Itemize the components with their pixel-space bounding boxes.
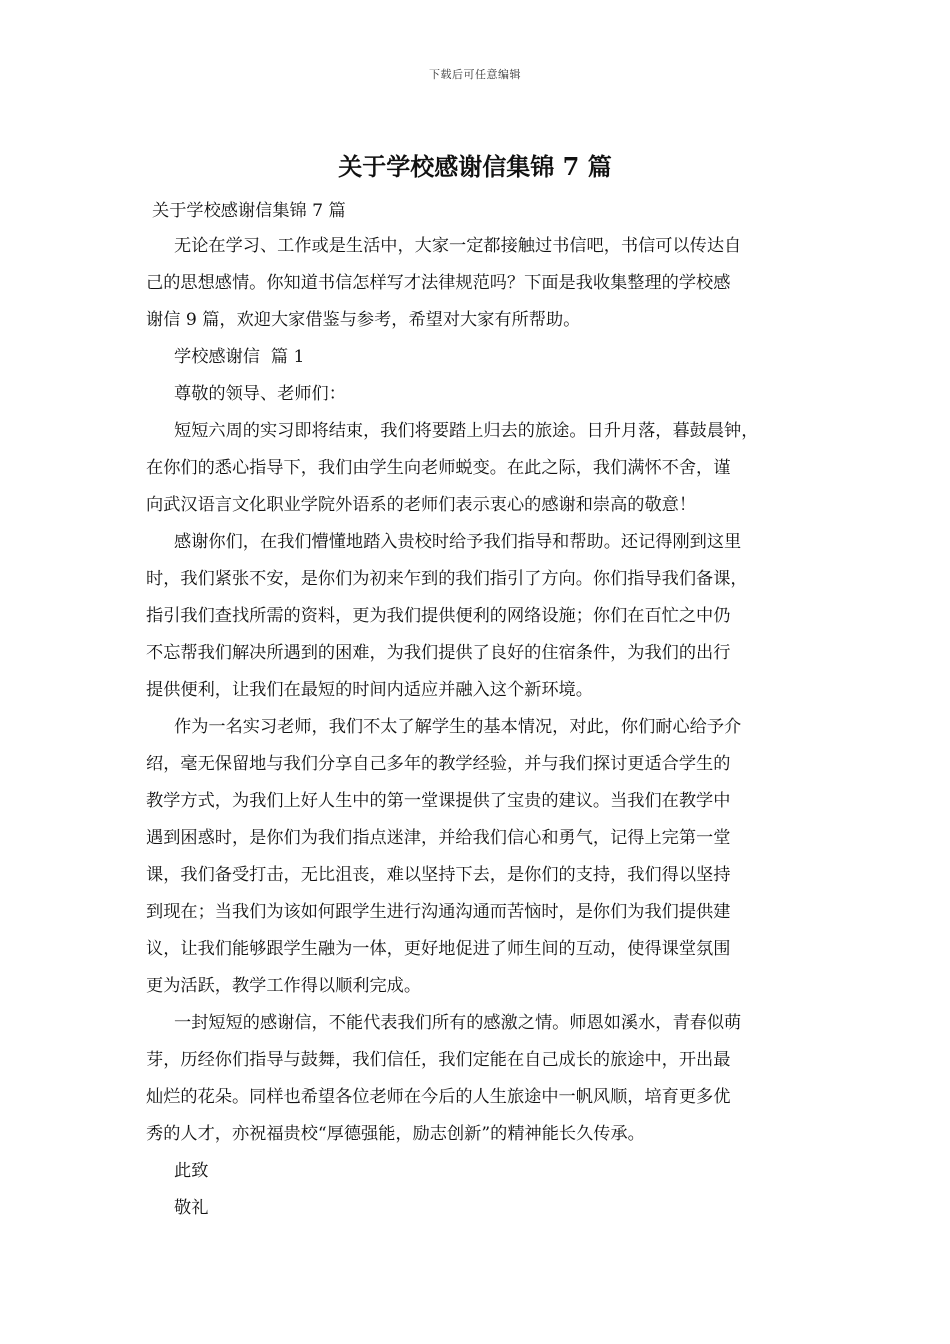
document-subtitle: 关于学校感谢信集锦 7 篇	[152, 201, 346, 221]
paragraph-line: 作为一名实习老师，我们不太了解学生的基本情况，对此，你们耐心给予介	[174, 717, 742, 737]
document-body	[146, 195, 822, 1227]
paragraph-line: 谢信 9 篇，欢迎大家借鉴与参考，希望对大家有所帮助。	[146, 310, 581, 330]
paragraph-line: 指引我们查找所需的资料，更为我们提供便利的网络设施；你们在百忙之中仍	[146, 606, 731, 626]
paragraph-line: 时，我们紧张不安，是你们为初来乍到的我们指引了方向。你们指导我们备课，	[146, 569, 748, 589]
document-title: 关于学校感谢信集锦 7 篇	[338, 152, 612, 181]
paragraph-line: 秀的人才，亦祝福贵校“厚德强能，励志创新”的精神能长久传承。	[146, 1124, 645, 1144]
paragraph-line: 不忘帮我们解决所遇到的困难，为我们提供了良好的住宿条件，为我们的出行	[146, 643, 731, 663]
paragraph-line: 课，我们备受打击，无比沮丧，难以坚持下去，是你们的支持，我们得以坚持	[146, 865, 731, 885]
closing-line: 此致	[174, 1161, 209, 1181]
paragraph-line: 议，让我们能够跟学生融为一体，更好地促进了师生间的互动，使得课堂氛围	[146, 939, 731, 959]
salutation: 尊敬的领导、老师们：	[174, 384, 346, 404]
section-heading: 学校感谢信 篇 1	[174, 347, 305, 367]
paragraph-line: 一封短短的感谢信，不能代表我们所有的感激之情。师恩如溪水，青春似萌	[174, 1013, 742, 1033]
paragraph-line: 向武汉语言文化职业学院外语系的老师们表示衷心的感谢和崇高的敬意！	[146, 495, 697, 515]
paragraph-line: 在你们的悉心指导下，我们由学生向老师蜕变。在此之际，我们满怀不舍，谨	[146, 458, 731, 478]
paragraph-line: 更为活跃，教学工作得以顺利完成。	[146, 976, 422, 996]
closing-line: 敬礼	[174, 1198, 209, 1218]
paragraph-line: 绍，毫无保留地与我们分享自己多年的教学经验，并与我们探讨更适合学生的	[146, 754, 731, 774]
paragraph-line: 己的思想感情。你知道书信怎样写才法律规范吗？下面是我收集整理的学校感	[146, 273, 731, 293]
paragraph-line: 灿烂的花朵。同样也希望各位老师在今后的人生旅途中一帆风顺，培育更多优	[146, 1087, 731, 1107]
paragraph-line: 芽，历经你们指导与鼓舞，我们信任，我们定能在自己成长的旅途中，开出最	[146, 1050, 731, 1070]
paragraph-line: 短短六周的实习即将结束，我们将要踏上归去的旅途。日升月落，暮鼓晨钟，	[174, 421, 759, 441]
paragraph-line: 到现在；当我们为该如何跟学生进行沟通沟通而苦恼时，是你们为我们提供建	[146, 902, 731, 922]
header-note: 下载后可任意编辑	[429, 68, 521, 81]
paragraph-line: 遇到困惑时，是你们为我们指点迷津，并给我们信心和勇气，记得上完第一堂	[146, 828, 731, 848]
paragraph-line: 无论在学习、工作或是生活中，大家一定都接触过书信吧，书信可以传达自	[174, 236, 742, 256]
paragraph-line: 提供便利，让我们在最短的时间内适应并融入这个新环境。	[146, 680, 593, 700]
paragraph-line: 教学方式，为我们上好人生中的第一堂课提供了宝贵的建议。当我们在教学中	[146, 791, 731, 811]
paragraph-line: 感谢你们，在我们懵懂地踏入贵校时给予我们指导和帮助。还记得刚到这里	[174, 532, 742, 552]
